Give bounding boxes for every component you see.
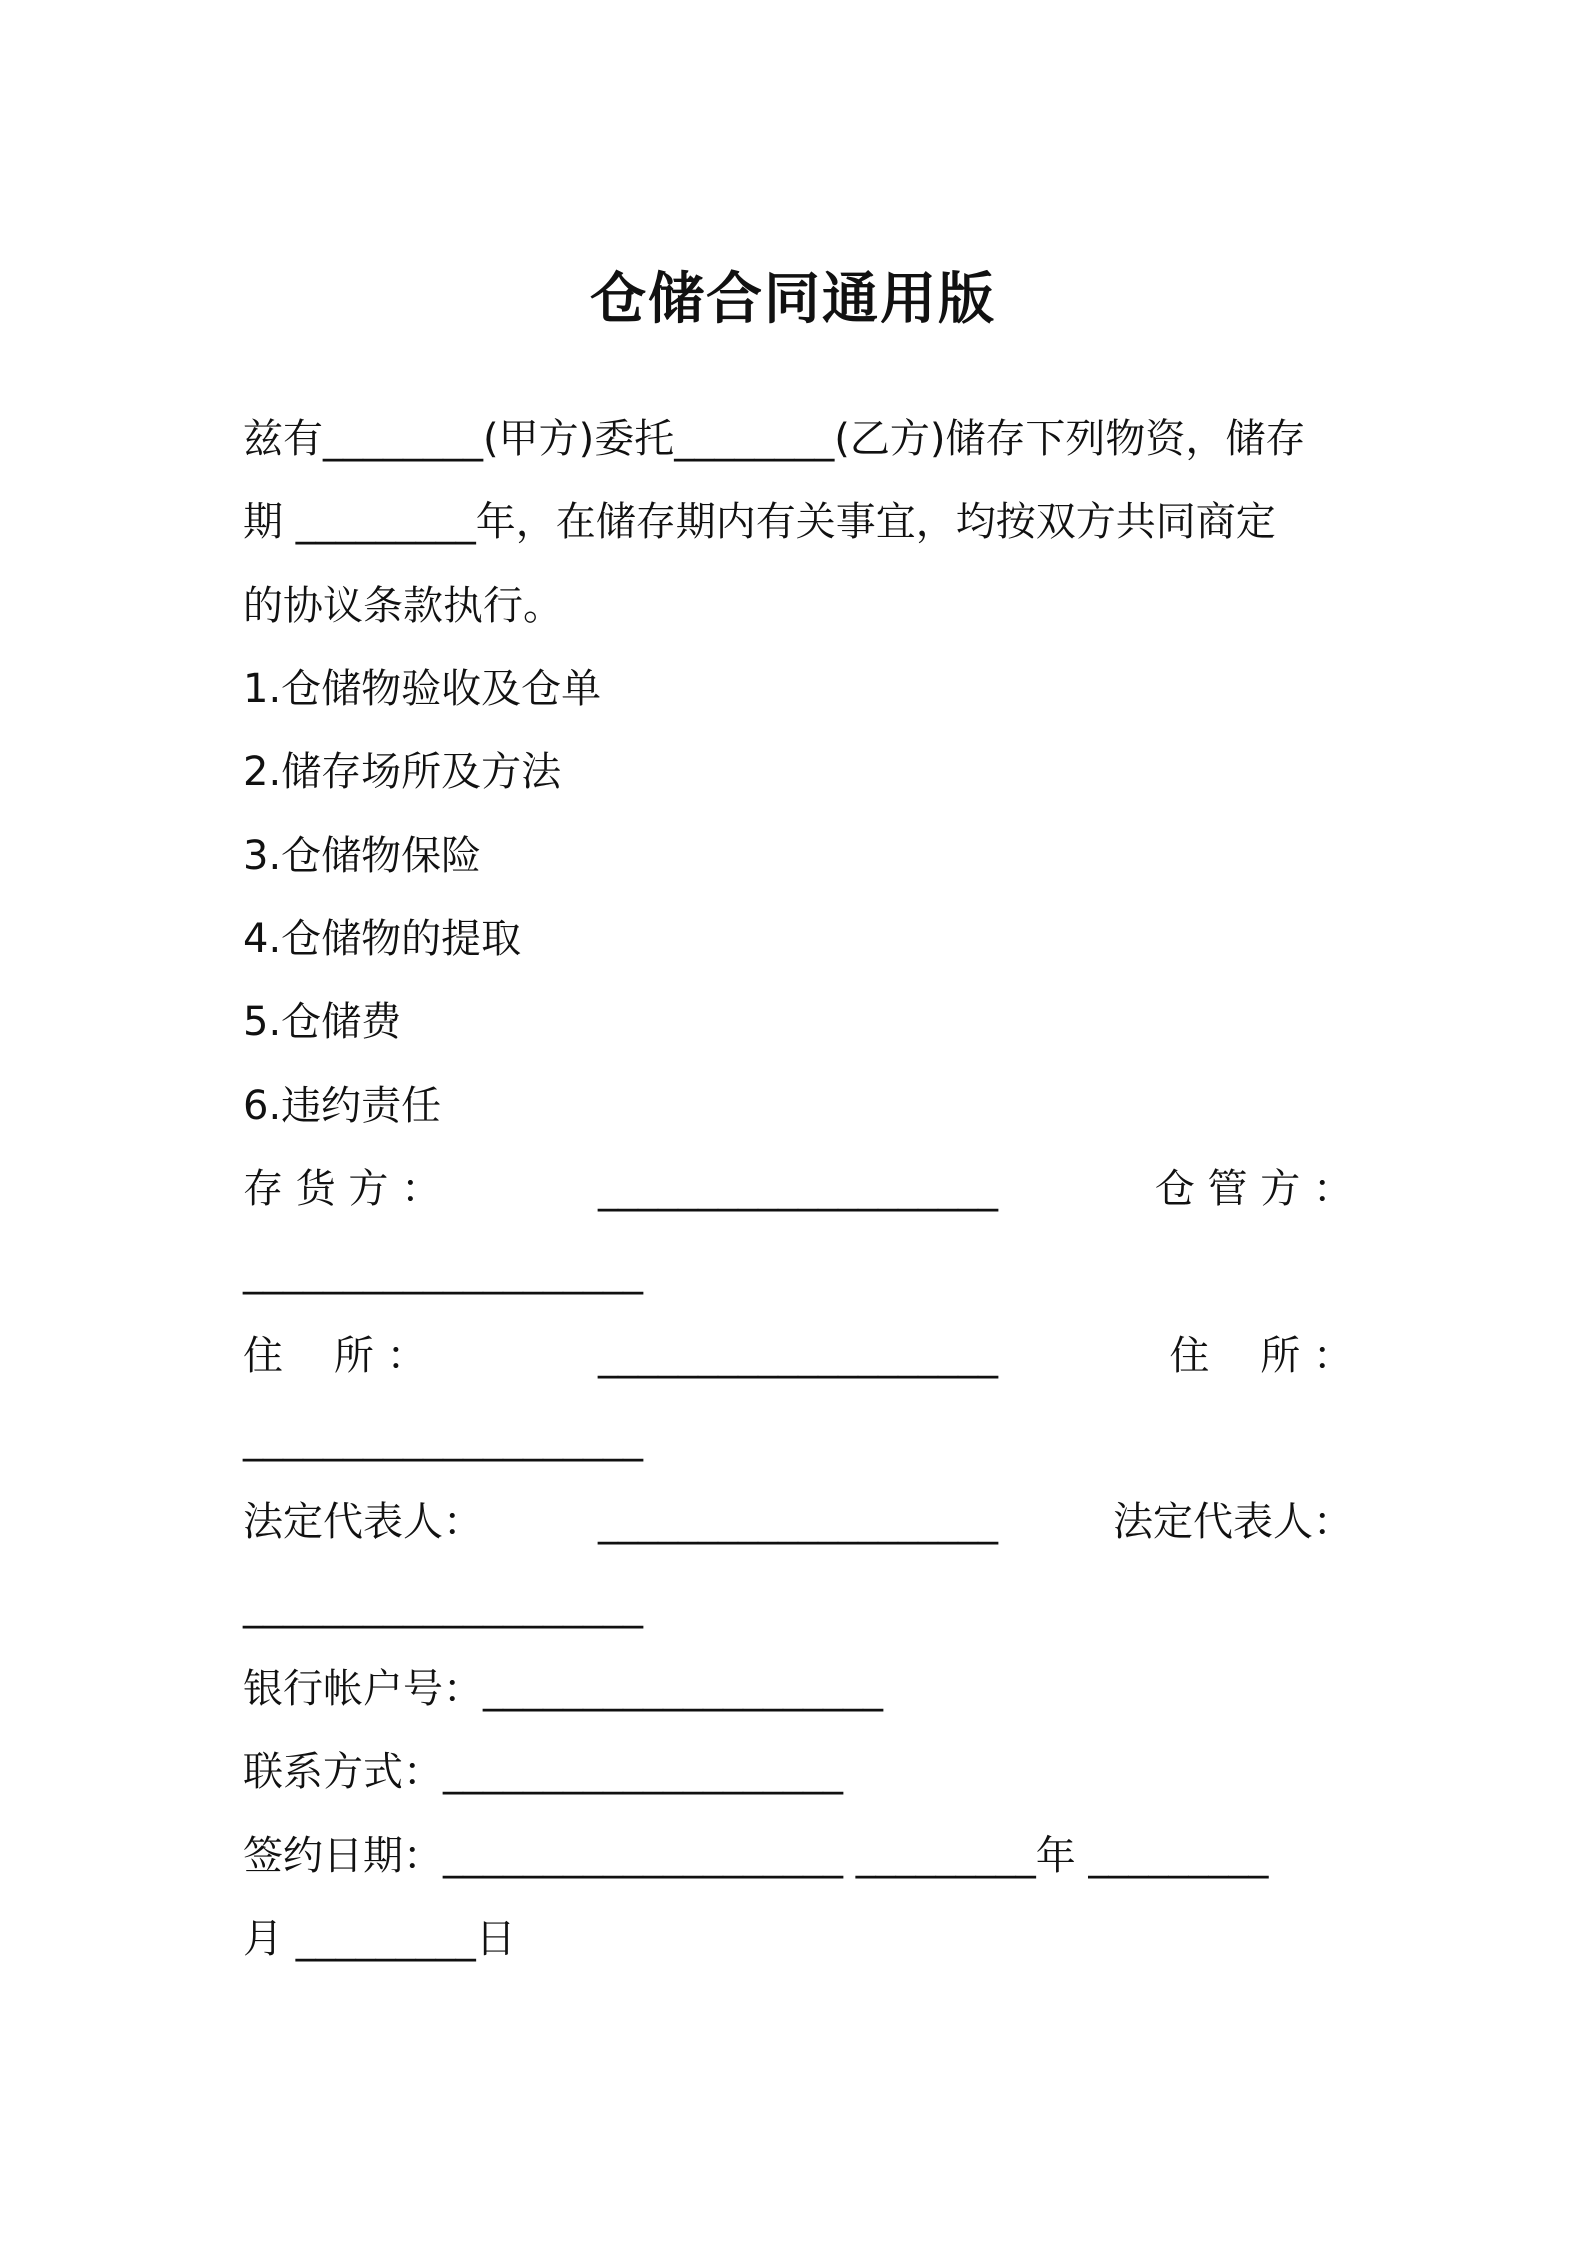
clause-1: 1.仓储物验收及仓单: [243, 666, 602, 712]
clause-3: 3.仓储物保险: [243, 833, 482, 879]
clause-4: 4.仓储物的提取: [243, 916, 522, 962]
address-left-label: 住 所 ：: [243, 1333, 427, 1379]
party-row-1: [243, 1165, 1353, 1213]
legal-rep-left-blank[interactable]: ____________________: [598, 1499, 998, 1545]
depositor-blank[interactable]: ____________________: [598, 1166, 998, 1212]
clause-6: 6.违约责任: [243, 1083, 442, 1129]
party-row-2: [243, 1332, 1353, 1380]
legal-rep-right-label: 法定代表人：: [1113, 1499, 1353, 1545]
contact-line[interactable]: 联系方式：____________________: [243, 1749, 843, 1795]
clause-5: 5.仓储费: [243, 999, 402, 1045]
legal-rep-left-label: 法定代表人：: [243, 1499, 483, 1545]
keeper-label: 仓 管 方 ：: [1154, 1166, 1353, 1212]
sign-date-line-1[interactable]: 签约日期：____________________ _________年 _________: [243, 1833, 1269, 1879]
keeper-blank[interactable]: ____________________: [243, 1249, 643, 1295]
clause-2: 2.储存场所及方法: [243, 749, 562, 795]
intro-line-1: 兹有________(甲方)委托________(乙方)储存下列物资，储存: [243, 416, 1306, 462]
address-right-blank[interactable]: ____________________: [243, 1416, 643, 1462]
sign-date-line-2[interactable]: 月 _________日: [243, 1916, 516, 1962]
depositor-label: 存 货 方 ：: [243, 1166, 442, 1212]
party-row-3: [243, 1498, 1353, 1546]
document-title: 仓储合同通用版: [590, 267, 996, 332]
address-left-blank[interactable]: ____________________: [598, 1333, 998, 1379]
intro-line-3: 的协议条款执行。: [243, 583, 563, 629]
address-right-label: 住 所 ：: [1169, 1333, 1353, 1379]
bank-account-line[interactable]: 银行帐户号：____________________: [243, 1666, 883, 1712]
legal-rep-right-blank[interactable]: ____________________: [243, 1583, 643, 1629]
intro-line-2: 期 _________年，在储存期内有关事宜，均按双方共同商定: [243, 499, 1276, 545]
